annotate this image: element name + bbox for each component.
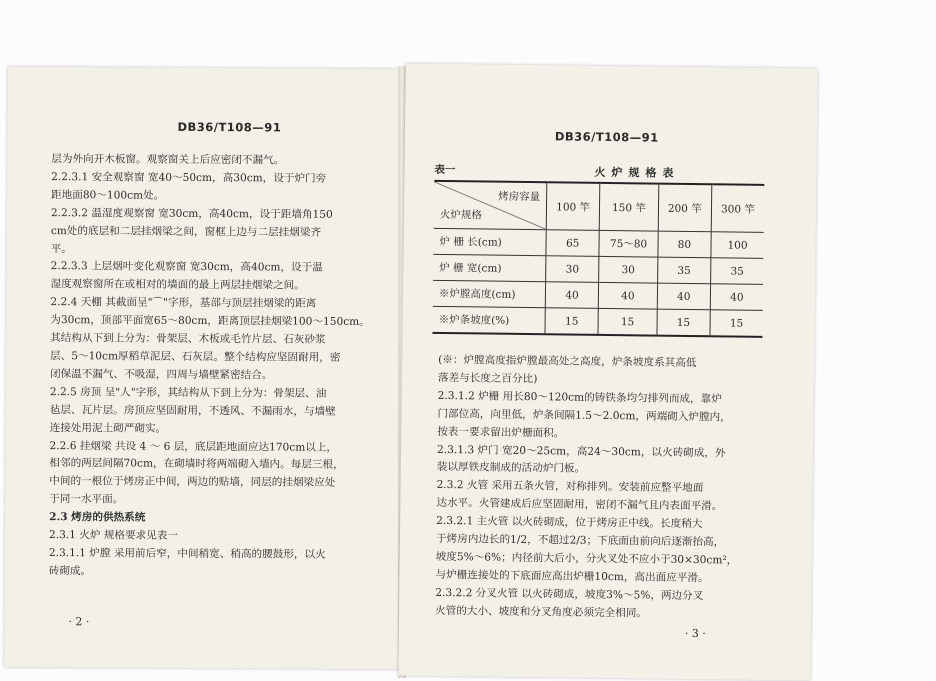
table-row (432, 306, 762, 337)
left-page (4, 67, 402, 669)
table-header-row (434, 181, 765, 233)
column-header: 300 竿 (711, 184, 764, 232)
table-cell: 80 (658, 231, 712, 258)
table-cell: 15 (545, 308, 599, 335)
furnace-spec-table (432, 180, 764, 338)
table-cell: 15 (598, 308, 657, 335)
table-note: (※：炉膛高度指炉膛最高处之高度，炉条坡度系其高低 (438, 353, 697, 370)
page-header: DB36/T108—91 (177, 119, 282, 135)
table-cell: 100 (711, 232, 764, 259)
table-note: 落差与长度之百分比) (437, 371, 538, 386)
text-line: 2.3.1.2 炉栅 用长80～120cm的铸铁条均匀排列而成，靠炉 (437, 389, 722, 406)
column-header: 150 竿 (600, 183, 659, 231)
corner-bottom-label: 火炉规格 (439, 208, 482, 222)
text-line: 连接处用泥土砌严砌实。 (49, 421, 167, 435)
table-cell: 30 (546, 256, 600, 283)
text-line: 2.3.1.1 炉膛 采用前后窄，中间稍宽、稍高的腰鼓形，以火 (48, 546, 326, 561)
text-line: 层、5～10cm厚稻草泥层、石灰层。整个结构应坚固耐用，密 (50, 350, 341, 364)
text-line: 于烤房内边长的1/2，不超过2/3；下底面由前向后逐渐抬高， (435, 532, 725, 549)
text-line: 按表一要求留出炉栅面积。 (437, 425, 565, 440)
text-line: 毡层、瓦片层。房顶应坚固耐用，不透风、不漏雨水，与墙壁 (49, 403, 336, 418)
table-cell: 40 (545, 282, 599, 309)
text-line: 坡度5%～6%；内径前大后小，分火叉处不应小于30×30cm²， (435, 550, 738, 567)
page-number: · 2 · (68, 615, 90, 629)
text-line: 火管的大小、坡度和分叉角度必须完全相同。 (434, 604, 648, 620)
right-page (398, 64, 817, 681)
text-line: 于同一水平面。 (49, 493, 124, 506)
table-cell: 75～80 (599, 230, 658, 257)
text-line: 2.2.6 挂烟梁 共设 4 ～ 6 层，底层距地面应达170cm以上， (49, 439, 338, 454)
table-cell: 40 (657, 283, 711, 310)
table-label: 表一 (434, 163, 456, 177)
text-line: 距地面80～100cm处。 (51, 188, 165, 202)
text-line: 相邻的两层间隔70cm，在砌墙时将两端砌入墙内。每层三根， (49, 457, 344, 472)
text-line: 湿度观察窗所在或相对的墙面的最上两层挂烟梁之间。 (50, 278, 305, 292)
text-line: 2.3.2.2 分叉火管 以火砖砌成，坡度3%～5%，两边分叉 (435, 586, 704, 602)
table-row (433, 228, 763, 258)
table-cell: 65 (546, 230, 600, 257)
row-label: ※炉膛高度(cm) (433, 280, 546, 307)
row-label: 炉 栅 宽(cm) (433, 254, 546, 281)
text-line: 中间的一根位于烤房正中间，两边的贴墙，同层的挂烟梁应处 (49, 475, 336, 490)
text-line: 达水平。火管建成后应坚固耐用，密闭不漏气且内表面平滑。 (436, 497, 723, 513)
corner-top-label: 烤房容量 (498, 190, 541, 204)
text-line: 2.3.2 火管 采用五条火管，对称排列。安装前应整平地面 (436, 479, 704, 495)
row-label: 炉 栅 长(cm) (433, 228, 546, 255)
text-line: 砖砌成。 (48, 564, 92, 578)
text-line: cm处的底层和二层挂烟梁之间，窗框上边与二层挂烟梁齐 (50, 224, 322, 239)
text-line: 2.3.2.1 主火管 以火砖砌成，位于烤房正中线。长度稍大 (436, 515, 703, 531)
table-cell: 40 (599, 282, 658, 309)
column-header: 100 竿 (546, 182, 600, 230)
column-header: 200 竿 (658, 184, 712, 232)
table-cell: 35 (657, 257, 711, 284)
text-line: 2.2.3.3 上层烟叶变化观察窗 宽30cm，高40cm，设于温 (50, 260, 323, 275)
text-line: 为30cm，顶部平面宽65～80cm，距离顶层挂烟梁100～150cm。 (50, 314, 370, 329)
text-line: 2.2.3.2 温湿度观察窗 宽30cm，高40cm，设于距墙角150 (50, 206, 333, 221)
text-line: 层为外向开木板窗。观察窗关上后应密闭不漏气。 (51, 153, 285, 167)
table-corner-cell (434, 181, 547, 230)
table-cell: 35 (711, 258, 764, 285)
table-cell: 15 (710, 310, 763, 337)
table-title: 火炉规格表 (594, 165, 680, 180)
text-line: 2.2.3.1 安全观察窗 宽40～50cm，高30cm，设于炉门旁 (51, 170, 327, 185)
text-line: 2.2.5 房顶 呈"人"字形，其结构从下到上分为：骨架层、油 (49, 385, 327, 400)
text-line: 2.2.4 天棚 其截面呈"⌒"字形，基部与顶层挂烟梁的距离 (50, 296, 317, 310)
row-label: ※炉条坡度(%) (432, 306, 545, 334)
text-line: 门部位高，向里低，炉条间隔1.5～2.0cm，两端砌入炉膛内， (437, 407, 731, 424)
table-cell: 15 (657, 309, 711, 336)
text-line: 装以厚铁皮制成的活动炉门板。 (436, 461, 586, 476)
table-cell: 40 (710, 284, 763, 311)
left-body-text (49, 151, 382, 583)
text-line: 闭保温不漏气、不吸湿，四周与墙壁紧密结合。 (49, 367, 273, 382)
section-heading: 2.3 烤房的供热系统 (49, 511, 146, 524)
table-cell: 30 (599, 256, 658, 283)
text-line: 2.3.1 火炉 规格要求见表一 (48, 529, 179, 542)
table-row (433, 254, 763, 284)
text-line: 与炉栅连接处的下底面应高出炉栅10cm，高出面应平滑。 (435, 568, 709, 585)
text-line: 2.3.1.3 炉门 宽20～25cm，高24～30cm，以火砖砌成，外 (436, 443, 726, 459)
page-header: DB36/T108—91 (554, 129, 659, 145)
table-row (433, 280, 763, 310)
text-line: 其结构从下到上分为：骨架层、木板或毛竹片层、石灰砂浆 (50, 332, 326, 346)
right-body-text (435, 352, 798, 625)
text-line: 平。 (50, 242, 72, 255)
page-number: · 3 · (684, 626, 706, 641)
